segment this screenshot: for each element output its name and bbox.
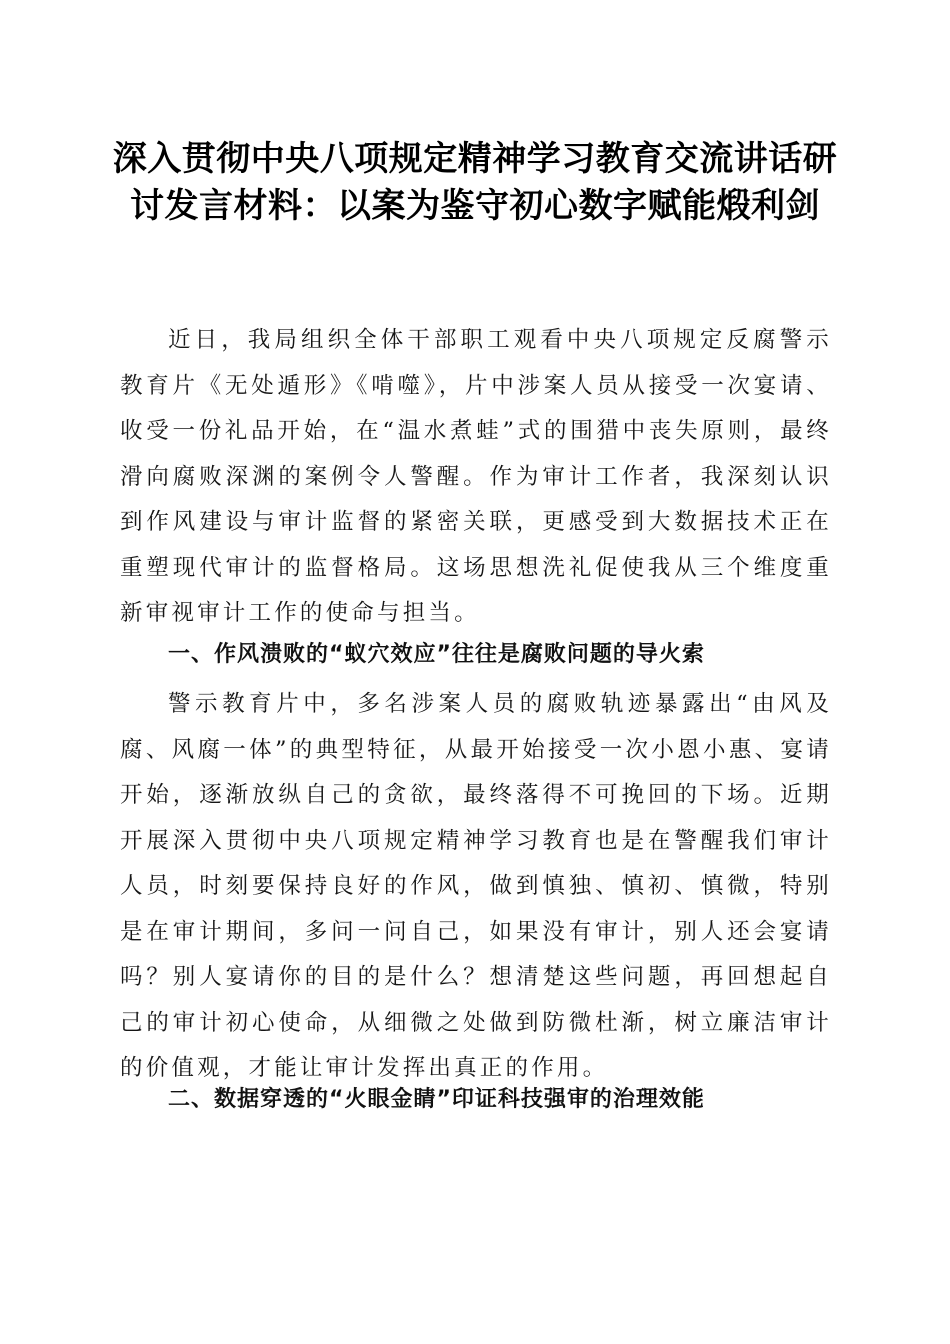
section-paragraph-1: 警示教育片中，多名涉案人员的腐败轨迹暴露出“由风及腐、风腐一体”的典型特征，从最开始接受一次小恩小惠、宴请开始，逐渐放纵自己的贪欲，最终落得不可挽回的下场。近期开展深入贯彻中央八项规定精神学习教育也是在警醒我们审计人员，时刻要保持良好的作风，做到慎独、慎初、慎微，特别是在审计期间，多问一问自己，如果没有审计，别人还会宴请吗？别人宴请你的目的是什么？想清楚这些问题，再回想起自己的审计初心使命，从细微之处做到防微杜渐，树立廉洁审计的价值观，才能让审计发挥出真正的作用。 (120, 691, 832, 1081)
section-heading-1: 一、作风溃败的“蚁穴效应”往往是腐败问题的导火索 (168, 642, 705, 667)
section-heading-2: 二、数据穿透的“火眼金睛”印证科技强审的治理效能 (168, 1087, 705, 1112)
document-title: 深入贯彻中央八项规定精神学习教育交流讲话研讨发言材料：以案为鉴守初心数字赋能煅利剑 (112, 139, 838, 226)
intro-paragraph: 近日，我局组织全体干部职工观看中央八项规定反腐警示教育片《无处遁形》《啃噬》，片中涉案人员从接受一次宴请、收受一份礼品开始，在“温水煮蛙”式的围猎中丧失原则，最终滑向腐败深渊的案例令人警醒。作为审计工作者，我深刻认识到作风建设与审计监督的紧密关联，更感受到大数据技术正在重塑现代审计的监督格局。这场思想洗礼促使我从三个维度重新审视审计工作的使命与担当。 (120, 327, 832, 626)
